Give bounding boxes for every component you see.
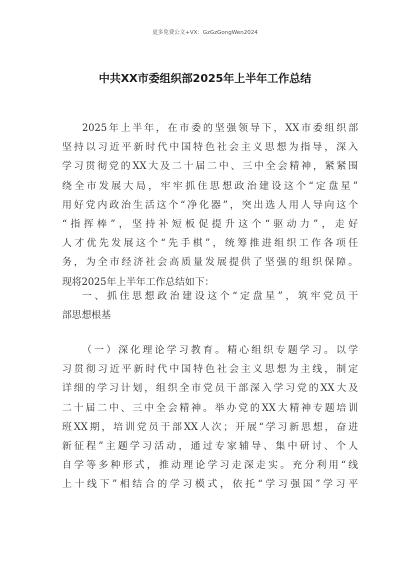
paragraph-line: 学习贯彻党的XX大及二十届二中、三中全会精神，紧紧围 — [62, 161, 358, 173]
paragraph-intro — [62, 119, 358, 292]
paragraph-line: 自学等多种形式，推动理论学习走深走实。充分利用“线 — [62, 460, 358, 472]
paragraph-line: 用好党内政治生活这个“净化器”，突出选人用人导向这个 — [62, 199, 358, 211]
paragraph-line: 坚持以习近平新时代中国特色社会主义思想为指导，深入 — [62, 142, 358, 154]
paragraph-line: 习贯彻习近平新时代中国特色社会主义思想为主线，制定 — [62, 364, 358, 376]
paragraph-line: “指挥棒”，坚持补短板促提升这个“驱动力”，走好 — [62, 218, 358, 230]
paragraph-line: 详细的学习计划，组织全市党员干部深入学习党的XX大及 — [62, 383, 358, 395]
section-heading-1 — [62, 287, 358, 325]
paragraph-line: 2025年上半年，在市委的坚强领导下，XX市委组织部 — [82, 123, 358, 134]
paragraph-line: 上十线下”相结合的学习模式，依托“学习强国”学习平 — [62, 479, 358, 491]
paragraph-line: 绕全市发展大局，牢牢抓住思想政治建设这个“定盘星” — [62, 180, 358, 192]
paragraph-line: 新征程”主题学习活动，通过专家辅导、集中研讨、个人 — [62, 440, 358, 452]
paragraph-line: 务，为全市经济社会高质量发展提供了坚强的组织保障。 — [62, 257, 358, 269]
paragraph-line: （一）深化理论学习教育。精心组织专题学习。以学 — [82, 345, 358, 356]
paragraph-line: 人才优先发展这个“先手棋”，统筹推进组织工作各项任 — [62, 238, 358, 250]
paragraph-theory-study — [62, 341, 358, 495]
paragraph-line: 二十届二中、三中全会精神。举办党的XX大精神专题培训 — [62, 402, 358, 414]
paragraph-line: 班XX期，培训党员干部XX人次；开展“学习新思想，奋进 — [62, 421, 358, 433]
heading-line: 一、抓住思想政治建设这个“定盘星”，筑牢党员干 — [82, 291, 358, 302]
header-note: 更多免费公文+VX：GzGzGongWen2024 — [152, 30, 258, 36]
paragraph-line: 现将2025年上半年工作总结如下： — [62, 276, 215, 288]
heading-line: 部思想根基 — [62, 310, 111, 322]
document-title: 中共XX市委组织部2025年上半年工作总结 — [98, 72, 312, 85]
